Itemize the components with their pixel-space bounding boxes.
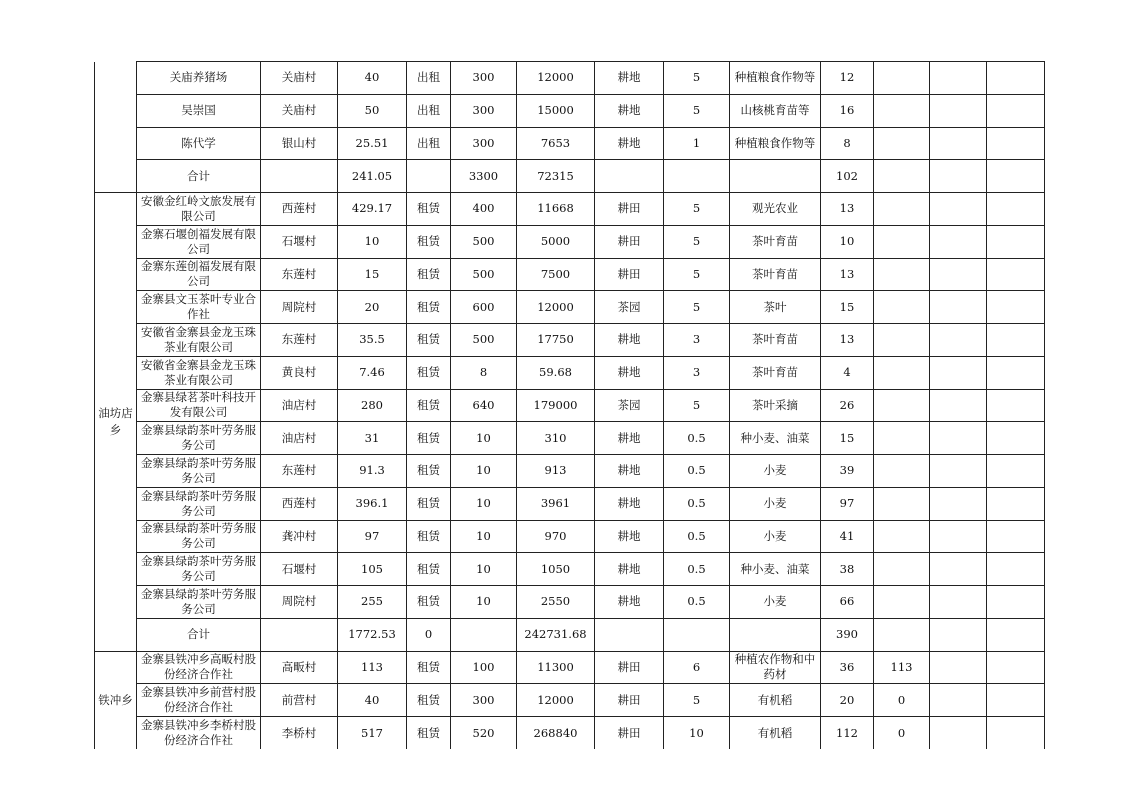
extra-cell-2 bbox=[930, 520, 987, 553]
jobs-cell: 390 bbox=[821, 618, 874, 651]
transfer-mode-cell: 出租 bbox=[407, 62, 451, 95]
jobs-cell: 8 bbox=[821, 127, 874, 160]
total-cell: 11668 bbox=[517, 193, 595, 226]
extra-cell-1 bbox=[874, 487, 930, 520]
use-cell: 小麦 bbox=[730, 487, 821, 520]
land-type-cell bbox=[595, 618, 664, 651]
extra-cell-1 bbox=[874, 127, 930, 160]
transfer-mode-cell: 租赁 bbox=[407, 651, 451, 684]
extra-cell-2 bbox=[930, 62, 987, 95]
extra-cell-2 bbox=[930, 127, 987, 160]
use-cell: 茶叶 bbox=[730, 291, 821, 324]
land-type-cell: 耕地 bbox=[595, 586, 664, 619]
extra-cell-1 bbox=[874, 193, 930, 226]
unit-name-cell: 合计 bbox=[137, 618, 261, 651]
extra-cell-3 bbox=[987, 160, 1045, 193]
transfer-mode-cell: 租赁 bbox=[407, 193, 451, 226]
extra-cell-2 bbox=[930, 487, 987, 520]
land-type-cell bbox=[595, 160, 664, 193]
table-row bbox=[95, 193, 1045, 226]
table-row bbox=[95, 324, 1045, 357]
total-cell: 15000 bbox=[517, 94, 595, 127]
jobs-cell: 4 bbox=[821, 356, 874, 389]
years-cell: 0.5 bbox=[664, 455, 730, 488]
unit-name-cell: 安徽金红岭文旅发展有限公司 bbox=[137, 193, 261, 226]
village-cell: 黄良村 bbox=[261, 356, 338, 389]
extra-cell-1 bbox=[874, 324, 930, 357]
area-cell: 25.51 bbox=[338, 127, 407, 160]
extra-cell-1 bbox=[874, 356, 930, 389]
village-cell: 东莲村 bbox=[261, 455, 338, 488]
area-cell: 429.17 bbox=[338, 193, 407, 226]
extra-cell-2 bbox=[930, 553, 987, 586]
area-cell: 396.1 bbox=[338, 487, 407, 520]
jobs-cell: 112 bbox=[821, 717, 874, 750]
land-type-cell: 耕地 bbox=[595, 487, 664, 520]
extra-cell-3 bbox=[987, 225, 1045, 258]
jobs-cell: 13 bbox=[821, 193, 874, 226]
years-cell: 0.5 bbox=[664, 553, 730, 586]
unit-name-cell: 金寨县绿韵茶叶劳务服务公司 bbox=[137, 422, 261, 455]
village-cell: 东莲村 bbox=[261, 324, 338, 357]
years-cell: 1 bbox=[664, 127, 730, 160]
price-cell: 500 bbox=[451, 324, 517, 357]
jobs-cell: 16 bbox=[821, 94, 874, 127]
area-cell: 40 bbox=[338, 684, 407, 717]
table-row bbox=[95, 225, 1045, 258]
township-cell: 铁冲乡 bbox=[95, 651, 137, 749]
total-cell: 7653 bbox=[517, 127, 595, 160]
transfer-mode-cell: 租赁 bbox=[407, 389, 451, 422]
price-cell: 8 bbox=[451, 356, 517, 389]
years-cell: 0.5 bbox=[664, 586, 730, 619]
land-type-cell: 耕地 bbox=[595, 520, 664, 553]
extra-cell-1: 113 bbox=[874, 651, 930, 684]
table-row bbox=[95, 356, 1045, 389]
years-cell: 0.5 bbox=[664, 487, 730, 520]
table-row bbox=[95, 487, 1045, 520]
unit-name-cell: 陈代学 bbox=[137, 127, 261, 160]
extra-cell-1 bbox=[874, 553, 930, 586]
extra-cell-1 bbox=[874, 62, 930, 95]
area-cell: 10 bbox=[338, 225, 407, 258]
unit-name-cell: 金寨县绿茗茶叶科技开发有限公司 bbox=[137, 389, 261, 422]
table-row bbox=[95, 684, 1045, 717]
total-cell: 310 bbox=[517, 422, 595, 455]
jobs-cell: 15 bbox=[821, 422, 874, 455]
transfer-mode-cell: 租赁 bbox=[407, 291, 451, 324]
land-type-cell: 耕地 bbox=[595, 455, 664, 488]
unit-name-cell: 关庙养猪场 bbox=[137, 62, 261, 95]
years-cell: 0.5 bbox=[664, 520, 730, 553]
total-cell: 59.68 bbox=[517, 356, 595, 389]
years-cell bbox=[664, 618, 730, 651]
village-cell: 关庙村 bbox=[261, 94, 338, 127]
township-cell bbox=[95, 62, 137, 193]
years-cell: 5 bbox=[664, 389, 730, 422]
jobs-cell: 12 bbox=[821, 62, 874, 95]
extra-cell-3 bbox=[987, 586, 1045, 619]
village-cell: 前营村 bbox=[261, 684, 338, 717]
extra-cell-3 bbox=[987, 291, 1045, 324]
total-cell: 179000 bbox=[517, 389, 595, 422]
years-cell: 5 bbox=[664, 258, 730, 291]
price-cell: 10 bbox=[451, 422, 517, 455]
use-cell: 种小麦、油菜 bbox=[730, 422, 821, 455]
use-cell: 种植粮食作物等 bbox=[730, 62, 821, 95]
unit-name-cell: 合计 bbox=[137, 160, 261, 193]
price-cell: 100 bbox=[451, 651, 517, 684]
extra-cell-2 bbox=[930, 586, 987, 619]
jobs-cell: 38 bbox=[821, 553, 874, 586]
table-row bbox=[95, 717, 1045, 750]
village-cell: 李桥村 bbox=[261, 717, 338, 750]
extra-cell-1 bbox=[874, 160, 930, 193]
extra-cell-1: 0 bbox=[874, 684, 930, 717]
land-type-cell: 耕地 bbox=[595, 422, 664, 455]
unit-name-cell: 安徽省金寨县金龙玉珠茶业有限公司 bbox=[137, 356, 261, 389]
years-cell: 5 bbox=[664, 62, 730, 95]
unit-name-cell: 金寨石堰创福发展有限公司 bbox=[137, 225, 261, 258]
use-cell: 茶叶育苗 bbox=[730, 324, 821, 357]
village-cell: 油店村 bbox=[261, 389, 338, 422]
extra-cell-1 bbox=[874, 586, 930, 619]
extra-cell-3 bbox=[987, 651, 1045, 684]
unit-name-cell: 金寨东莲创福发展有限公司 bbox=[137, 258, 261, 291]
extra-cell-1 bbox=[874, 225, 930, 258]
price-cell: 10 bbox=[451, 487, 517, 520]
extra-cell-3 bbox=[987, 356, 1045, 389]
area-cell: 35.5 bbox=[338, 324, 407, 357]
total-cell: 72315 bbox=[517, 160, 595, 193]
village-cell: 周院村 bbox=[261, 291, 338, 324]
extra-cell-1 bbox=[874, 389, 930, 422]
extra-cell-3 bbox=[987, 618, 1045, 651]
use-cell: 有机稻 bbox=[730, 684, 821, 717]
village-cell: 石堰村 bbox=[261, 225, 338, 258]
extra-cell-3 bbox=[987, 94, 1045, 127]
transfer-mode-cell: 租赁 bbox=[407, 586, 451, 619]
area-cell: 113 bbox=[338, 651, 407, 684]
transfer-mode-cell bbox=[407, 160, 451, 193]
extra-cell-3 bbox=[987, 422, 1045, 455]
total-cell: 5000 bbox=[517, 225, 595, 258]
years-cell: 6 bbox=[664, 651, 730, 684]
extra-cell-1 bbox=[874, 291, 930, 324]
years-cell: 5 bbox=[664, 291, 730, 324]
total-cell: 268840 bbox=[517, 717, 595, 750]
price-cell: 400 bbox=[451, 193, 517, 226]
use-cell: 山核桃育苗等 bbox=[730, 94, 821, 127]
land-transfer-table bbox=[94, 61, 1045, 749]
extra-cell-1 bbox=[874, 618, 930, 651]
township-cell: 油坊店乡 bbox=[95, 193, 137, 652]
area-cell: 91.3 bbox=[338, 455, 407, 488]
total-cell: 242731.68 bbox=[517, 618, 595, 651]
village-cell: 西莲村 bbox=[261, 487, 338, 520]
price-cell: 10 bbox=[451, 455, 517, 488]
extra-cell-2 bbox=[930, 160, 987, 193]
area-cell: 97 bbox=[338, 520, 407, 553]
land-type-cell: 耕田 bbox=[595, 193, 664, 226]
extra-cell-2 bbox=[930, 422, 987, 455]
use-cell: 茶叶采摘 bbox=[730, 389, 821, 422]
years-cell bbox=[664, 160, 730, 193]
unit-name-cell: 吴崇国 bbox=[137, 94, 261, 127]
extra-cell-2 bbox=[930, 455, 987, 488]
total-cell: 3961 bbox=[517, 487, 595, 520]
unit-name-cell: 安徽省金寨县金龙玉珠茶业有限公司 bbox=[137, 324, 261, 357]
table-row bbox=[95, 258, 1045, 291]
extra-cell-1 bbox=[874, 455, 930, 488]
extra-cell-3 bbox=[987, 717, 1045, 750]
land-type-cell: 茶园 bbox=[595, 389, 664, 422]
use-cell: 种植农作物和中药材 bbox=[730, 651, 821, 684]
transfer-mode-cell: 租赁 bbox=[407, 258, 451, 291]
table-row bbox=[95, 62, 1045, 95]
area-cell: 31 bbox=[338, 422, 407, 455]
jobs-cell: 15 bbox=[821, 291, 874, 324]
jobs-cell: 97 bbox=[821, 487, 874, 520]
transfer-mode-cell: 租赁 bbox=[407, 553, 451, 586]
price-cell: 10 bbox=[451, 586, 517, 619]
unit-name-cell: 金寨县绿韵茶叶劳务服务公司 bbox=[137, 520, 261, 553]
jobs-cell: 13 bbox=[821, 258, 874, 291]
area-cell: 50 bbox=[338, 94, 407, 127]
use-cell: 小麦 bbox=[730, 455, 821, 488]
extra-cell-3 bbox=[987, 127, 1045, 160]
transfer-mode-cell: 租赁 bbox=[407, 684, 451, 717]
village-cell: 油店村 bbox=[261, 422, 338, 455]
subtotal-row bbox=[95, 618, 1045, 651]
total-cell: 913 bbox=[517, 455, 595, 488]
unit-name-cell: 金寨县铁冲乡高畈村股份经济合作社 bbox=[137, 651, 261, 684]
land-type-cell: 耕田 bbox=[595, 684, 664, 717]
table-row bbox=[95, 422, 1045, 455]
jobs-cell: 102 bbox=[821, 160, 874, 193]
extra-cell-2 bbox=[930, 258, 987, 291]
village-cell bbox=[261, 618, 338, 651]
years-cell: 5 bbox=[664, 94, 730, 127]
village-cell: 石堰村 bbox=[261, 553, 338, 586]
table-row bbox=[95, 586, 1045, 619]
unit-name-cell: 金寨县铁冲乡前营村股份经济合作社 bbox=[137, 684, 261, 717]
total-cell: 12000 bbox=[517, 62, 595, 95]
extra-cell-2 bbox=[930, 356, 987, 389]
total-cell: 17750 bbox=[517, 324, 595, 357]
village-cell: 银山村 bbox=[261, 127, 338, 160]
extra-cell-3 bbox=[987, 193, 1045, 226]
extra-cell-2 bbox=[930, 717, 987, 750]
use-cell bbox=[730, 618, 821, 651]
jobs-cell: 41 bbox=[821, 520, 874, 553]
land-type-cell: 耕田 bbox=[595, 717, 664, 750]
jobs-cell: 20 bbox=[821, 684, 874, 717]
total-cell: 11300 bbox=[517, 651, 595, 684]
extra-cell-1 bbox=[874, 520, 930, 553]
area-cell: 517 bbox=[338, 717, 407, 750]
land-type-cell: 耕地 bbox=[595, 356, 664, 389]
table-row bbox=[95, 127, 1045, 160]
extra-cell-2 bbox=[930, 225, 987, 258]
subtotal-row bbox=[95, 160, 1045, 193]
total-cell: 12000 bbox=[517, 684, 595, 717]
transfer-mode-cell: 租赁 bbox=[407, 717, 451, 750]
use-cell: 茶叶育苗 bbox=[730, 258, 821, 291]
land-type-cell: 耕田 bbox=[595, 225, 664, 258]
price-cell: 10 bbox=[451, 553, 517, 586]
price-cell: 640 bbox=[451, 389, 517, 422]
area-cell: 7.46 bbox=[338, 356, 407, 389]
unit-name-cell: 金寨县绿韵茶叶劳务服务公司 bbox=[137, 487, 261, 520]
area-cell: 15 bbox=[338, 258, 407, 291]
village-cell: 关庙村 bbox=[261, 62, 338, 95]
extra-cell-2 bbox=[930, 291, 987, 324]
extra-cell-1: 0 bbox=[874, 717, 930, 750]
unit-name-cell: 金寨县铁冲乡李桥村股份经济合作社 bbox=[137, 717, 261, 750]
extra-cell-2 bbox=[930, 651, 987, 684]
village-cell: 周院村 bbox=[261, 586, 338, 619]
land-type-cell: 耕地 bbox=[595, 62, 664, 95]
price-cell: 300 bbox=[451, 127, 517, 160]
table-row bbox=[95, 94, 1045, 127]
table-row bbox=[95, 553, 1045, 586]
table-row bbox=[95, 520, 1045, 553]
extra-cell-1 bbox=[874, 258, 930, 291]
extra-cell-3 bbox=[987, 684, 1045, 717]
transfer-mode-cell: 租赁 bbox=[407, 487, 451, 520]
jobs-cell: 13 bbox=[821, 324, 874, 357]
price-cell: 10 bbox=[451, 520, 517, 553]
extra-cell-2 bbox=[930, 193, 987, 226]
price-cell: 500 bbox=[451, 225, 517, 258]
land-type-cell: 耕地 bbox=[595, 127, 664, 160]
table-row bbox=[95, 455, 1045, 488]
use-cell: 茶叶育苗 bbox=[730, 225, 821, 258]
table-body bbox=[95, 62, 1045, 750]
total-cell: 12000 bbox=[517, 291, 595, 324]
use-cell: 有机稻 bbox=[730, 717, 821, 750]
years-cell: 5 bbox=[664, 225, 730, 258]
extra-cell-1 bbox=[874, 422, 930, 455]
price-cell: 500 bbox=[451, 258, 517, 291]
table-row bbox=[95, 389, 1045, 422]
years-cell: 3 bbox=[664, 356, 730, 389]
price-cell: 300 bbox=[451, 684, 517, 717]
land-type-cell: 耕地 bbox=[595, 553, 664, 586]
extra-cell-3 bbox=[987, 455, 1045, 488]
area-cell: 105 bbox=[338, 553, 407, 586]
table-row bbox=[95, 291, 1045, 324]
total-cell: 2550 bbox=[517, 586, 595, 619]
price-cell: 3300 bbox=[451, 160, 517, 193]
transfer-mode-cell: 0 bbox=[407, 618, 451, 651]
extra-cell-3 bbox=[987, 258, 1045, 291]
transfer-mode-cell: 租赁 bbox=[407, 455, 451, 488]
transfer-mode-cell: 租赁 bbox=[407, 520, 451, 553]
land-type-cell: 耕田 bbox=[595, 258, 664, 291]
extra-cell-2 bbox=[930, 94, 987, 127]
use-cell bbox=[730, 160, 821, 193]
transfer-mode-cell: 租赁 bbox=[407, 422, 451, 455]
total-cell: 1050 bbox=[517, 553, 595, 586]
transfer-mode-cell: 出租 bbox=[407, 94, 451, 127]
use-cell: 小麦 bbox=[730, 586, 821, 619]
transfer-mode-cell: 出租 bbox=[407, 127, 451, 160]
transfer-mode-cell: 租赁 bbox=[407, 356, 451, 389]
unit-name-cell: 金寨县文玉茶叶专业合作社 bbox=[137, 291, 261, 324]
extra-cell-2 bbox=[930, 389, 987, 422]
use-cell: 小麦 bbox=[730, 520, 821, 553]
use-cell: 种小麦、油菜 bbox=[730, 553, 821, 586]
extra-cell-3 bbox=[987, 553, 1045, 586]
village-cell: 东莲村 bbox=[261, 258, 338, 291]
extra-cell-2 bbox=[930, 684, 987, 717]
transfer-mode-cell: 租赁 bbox=[407, 225, 451, 258]
area-cell: 40 bbox=[338, 62, 407, 95]
use-cell: 茶叶育苗 bbox=[730, 356, 821, 389]
years-cell: 3 bbox=[664, 324, 730, 357]
land-type-cell: 耕地 bbox=[595, 94, 664, 127]
total-cell: 970 bbox=[517, 520, 595, 553]
jobs-cell: 10 bbox=[821, 225, 874, 258]
price-cell: 300 bbox=[451, 94, 517, 127]
unit-name-cell: 金寨县绿韵茶叶劳务服务公司 bbox=[137, 553, 261, 586]
price-cell bbox=[451, 618, 517, 651]
extra-cell-3 bbox=[987, 62, 1045, 95]
village-cell bbox=[261, 160, 338, 193]
village-cell: 西莲村 bbox=[261, 193, 338, 226]
years-cell: 5 bbox=[664, 193, 730, 226]
extra-cell-3 bbox=[987, 487, 1045, 520]
years-cell: 10 bbox=[664, 717, 730, 750]
price-cell: 520 bbox=[451, 717, 517, 750]
extra-cell-3 bbox=[987, 389, 1045, 422]
unit-name-cell: 金寨县绿韵茶叶劳务服务公司 bbox=[137, 586, 261, 619]
unit-name-cell: 金寨县绿韵茶叶劳务服务公司 bbox=[137, 455, 261, 488]
village-cell: 龚冲村 bbox=[261, 520, 338, 553]
total-cell: 7500 bbox=[517, 258, 595, 291]
price-cell: 600 bbox=[451, 291, 517, 324]
years-cell: 5 bbox=[664, 684, 730, 717]
area-cell: 255 bbox=[338, 586, 407, 619]
land-type-cell: 耕地 bbox=[595, 324, 664, 357]
village-cell: 高畈村 bbox=[261, 651, 338, 684]
extra-cell-2 bbox=[930, 324, 987, 357]
area-cell: 241.05 bbox=[338, 160, 407, 193]
jobs-cell: 66 bbox=[821, 586, 874, 619]
land-type-cell: 茶园 bbox=[595, 291, 664, 324]
area-cell: 280 bbox=[338, 389, 407, 422]
transfer-mode-cell: 租赁 bbox=[407, 324, 451, 357]
extra-cell-3 bbox=[987, 520, 1045, 553]
area-cell: 1772.53 bbox=[338, 618, 407, 651]
price-cell: 300 bbox=[451, 62, 517, 95]
extra-cell-2 bbox=[930, 618, 987, 651]
extra-cell-3 bbox=[987, 324, 1045, 357]
jobs-cell: 39 bbox=[821, 455, 874, 488]
use-cell: 观光农业 bbox=[730, 193, 821, 226]
years-cell: 0.5 bbox=[664, 422, 730, 455]
use-cell: 种植粮食作物等 bbox=[730, 127, 821, 160]
area-cell: 20 bbox=[338, 291, 407, 324]
table-row bbox=[95, 651, 1045, 684]
jobs-cell: 36 bbox=[821, 651, 874, 684]
extra-cell-1 bbox=[874, 94, 930, 127]
land-type-cell: 耕田 bbox=[595, 651, 664, 684]
jobs-cell: 26 bbox=[821, 389, 874, 422]
